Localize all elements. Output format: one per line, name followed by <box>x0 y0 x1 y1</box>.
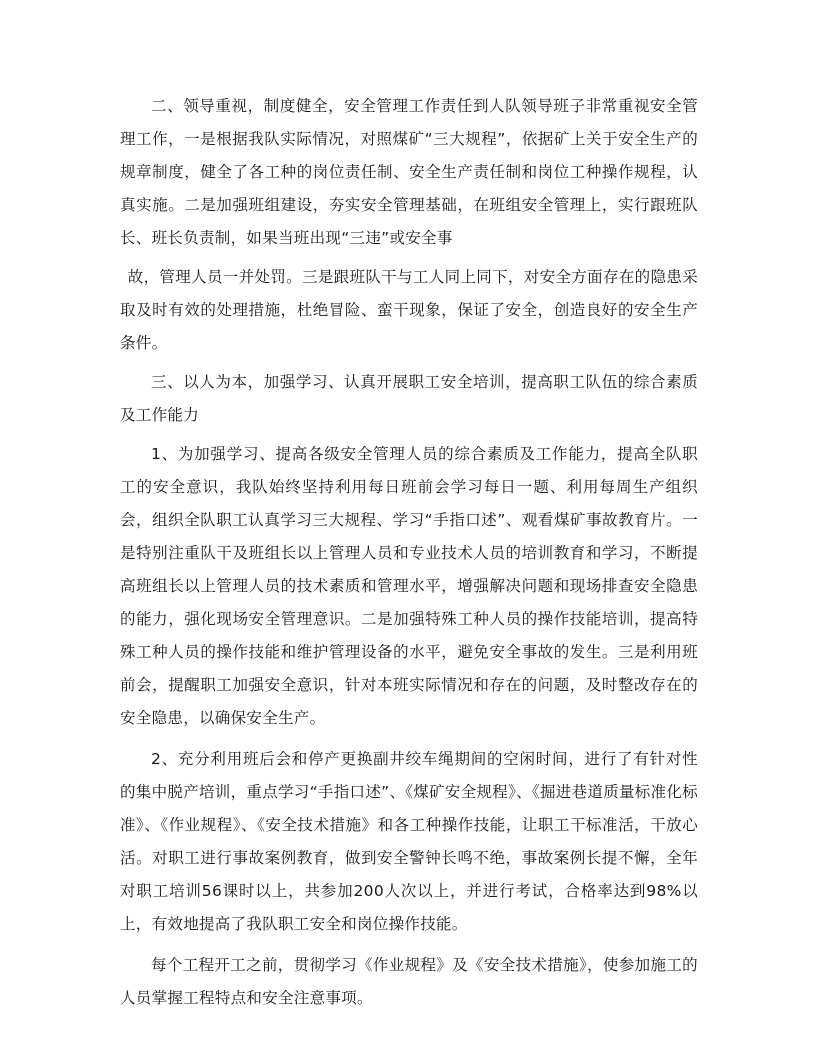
paragraph-leadership: 二、领导重视，制度健全，安全管理工作责任到人队领导班子非常重视安全管理工作，一是根据我队实际情况，对照煤矿“三大规程”，依据矿上关于安全生产的规章制度，健全了各工种的岗位责任制、安全生产责任制和岗位工种操作规程，认真实施。二是加强班组建设，夯实安全管理基础，在班组安全管理上，实行跟班队长、班长负责制，如果当班出现“三违”或安全事 <box>120 97 698 247</box>
section-heading-training: 三、以人为本，加强学习、认真开展职工安全培训，提高职工队伍的综合素质及工作能力 <box>120 373 698 424</box>
paragraph-pre-construction: 每个工程开工之前，贯彻学习《作业规程》及《安全技术措施》，使参加施工的人员掌握工程特点和安全注意事项。 <box>120 956 698 1007</box>
paragraph-item-2: 2、充分利用班后会和停产更换副井绞车绳期间的空闲时间，进行了有针对性的集中脱产培训，重点学习“手指口述”、《煤矿安全规程》、《掘进巷道质量标准化标准》、《作业规程》、《安全技术措施》和各工种操作技能，让职工干标准活，干放心活。对职工进行事故案例教育，做到安全警钟长鸣不绝，事故案例长提不懈，全年对职工培训56课时以上，共参加200人次以上，并进行考试，合格率达到98%以上，有效地提高了我队职工安全和岗位操作技能。 <box>120 750 699 933</box>
paragraph-leadership-continued: 故，管理人员一并处罚。三是跟班队干与工人同上同下，对安全方面存在的隐患采取及时有效的处理措施，杜绝冒险、蛮干现象，保证了安全，创造良好的安全生产条件。 <box>120 268 698 352</box>
document-page <box>120 90 698 1015</box>
paragraph-item-1: 1、为加强学习、提高各级安全管理人员的综合素质及工作能力，提高全队职工的安全意识，我队始终坚持利用每日班前会学习每日一题、利用每周生产组织会，组织全队职工认真学习三大规程、学习“手指口述”、观看煤矿事故教育片。一是特别注重队干及班组长以上管理人员和专业技术人员的培训教育和学习，不断提高班组长以上管理人员的技术素质和管理水平，增强解决问题和现场排查安全隐患的能力，强化现场安全管理意识。二是加强特殊工种人员的操作技能培训，提高特殊工种人员的操作技能和维护管理设备的水平，避免安全事故的发生。三是利用班前会，提醒职工加强安全意识，针对本班实际情况和存在的问题，及时整改存在的安全隐患，以确保安全生产。 <box>120 445 698 727</box>
